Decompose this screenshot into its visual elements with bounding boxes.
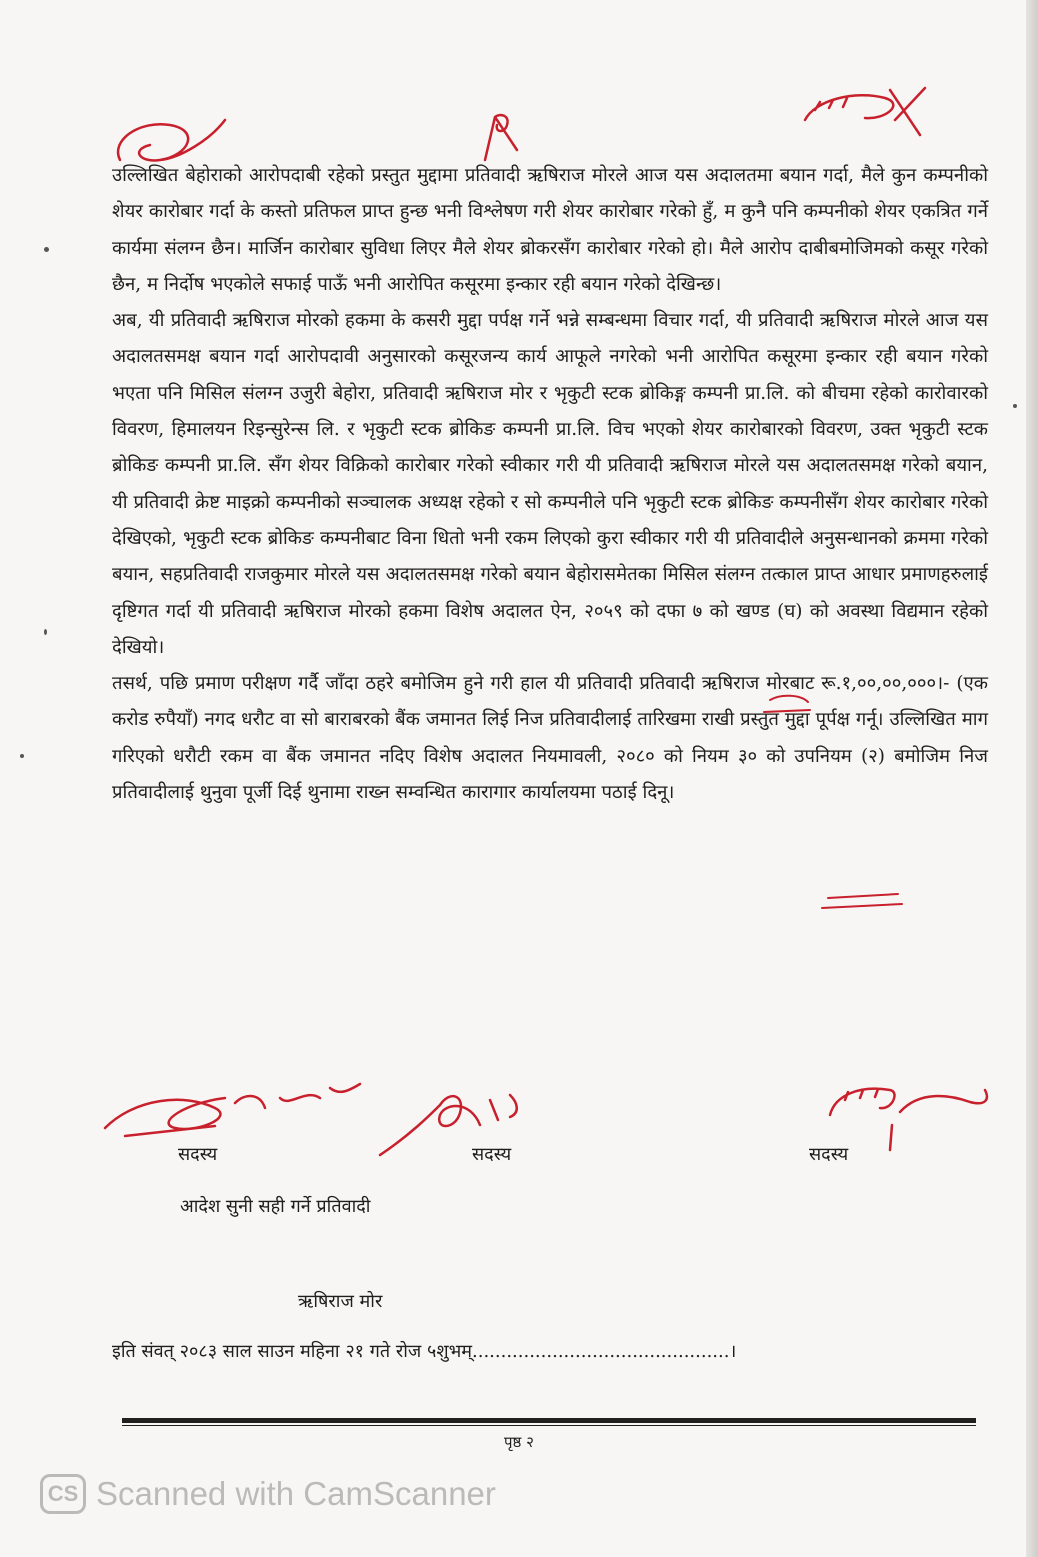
signature-center [370,1085,560,1165]
defendant-name: ऋषिराज मोर [298,1291,383,1312]
scan-speck [1013,404,1017,408]
scan-speck [44,247,49,252]
scan-speck [20,754,24,758]
page-number: पृष्ठ २ [504,1433,534,1451]
top-right-initial-mark [795,80,935,150]
paragraph-court-analysis: अब, यी प्रतिवादी ऋषिराज मोरको हकमा के कसरी मुद्दा पर्पक्ष गर्ने भन्ने सम्बन्धमा विचार गर्दा, यी प्रतिवादी ऋषिराज मोरले आज यस अदालतसमक्ष बयान गर्दा आरोपदावी अनुसारको कसूरजन्य कार्य आफूले नगरेको भनी आरोपित कसूरमा इन्कार रही बयान गरेको भएता पनि मिसिल संलग्न उजुरी बेहोरा, प्रतिवादी ऋषिराज मोर र भृकुटी स्टक ब्रोकिङ्ग कम्पनी प्रा.लि. को बीचमा रहेको कारोवारको विवरण, हिमालयन रिइन्सुरेन्स लि. र भृकुटी स्टक ब्रोकिङ कम्पनी प्रा.लि. विच भएको शेयर कारोबारको विवरण, उक्त भृकुटी स्टक ब्रोकिङ कम्पनी प्रा.लि. सँग शेयर विक्रिको कारोबार गरेको स्वीकार गरी यी प्रतिवादी ऋषिराज मोरले यस अदालतसमक्ष गरेको बयान, यी प्रतिवादी क्रेष्ट माइक्रो कम्पनीको सञ्चालक अध्यक्ष रहेको र सो कम्पनीले पनि भृकुटी स्टक ब्रोकिङ कम्पनीसँग शेयर कारोबार गरेको देखिएको, भृकुटी स्टक ब्रोकिङ कम्पनीबाट विना धितो भनी रकम लिएको कुरा स्वीकार गरी यी प्रतिवादीले अनुसन्धानको क्रममा गरेको बयान, सहप्रतिवादी राजकुमार मोरले यस अदालतसमक्ष गरेको बयान बेहोरासमेतका मिसिल संलग्न तत्काल प्राप्त आधार प्रमाणहरुलाई दृष्टिगत गर्दा यी प्रतिवादी ऋषिराज मोरको हकमा विशेष अदालत ऐन, २०५९ को दफा ७ को खण्ड (घ) को अवस्था विद्यमान रहेको देखियो। [112,310,988,658]
camscanner-text: Scanned with CamScanner [96,1475,496,1512]
correction-mark [818,886,908,920]
footer-rule-thick [122,1418,976,1423]
signature-right [820,1070,1010,1160]
date-line: इति संवत् २०८३ साल साउन महिना २१ गते रोज ५शुभम्.............................................। [112,1341,737,1362]
acknowledgement-label: आदेश सुनी सही गर्ने प्रतिवादी [180,1196,371,1217]
footer-rule-thin [122,1425,976,1426]
paragraph-defendant-statement: उल्लिखित बेहोराको आरोपदाबी रहेको प्रस्तुत मुद्दामा प्रतिवादी ऋषिराज मोरले आज यस अदालतमा बयान गर्दा, मैले कुन कम्पनीको शेयर कारोबार गर्दा के कस्तो प्रतिफल प्राप्त हुन्छ भनी विश्लेषण गरी शेयर कारोबार गरेको हुँ, म कुनै पनि कम्पनीको शेयर एकत्रित गर्ने कार्यमा संलग्न छैन। मार्जिन कारोबार सुविधा लिएर मैले शेयर ब्रोकरसँग कारोबार गरेको हो। मैले आरोप दाबीबमोजिमको कसूर गरेको छैन, म निर्दोष भएकोले सफाई पाऊँ भनी आरोपित कसूरमा इन्कार रही बयान गरेको देखिन्छ। [112,165,988,295]
paragraph-order: तसर्थ, पछि प्रमाण परीक्षण गर्दै जाँदा ठहरे बमोजिम हुने गरी हाल यी प्रतिवादी प्रतिवादी ऋषिराज मोरबाट रू.१,००,००,०००।- (एक करोड रुपैयाँ) नगद धरौट वा सो बाराबरको बैंक जमानत लिई निज प्रतिवादीलाई तारिखमा राखी प्रस्तुत मुद्दा पूर्पक्ष गर्नू। उल्लिखित माग गरिएको धरौटी रकम वा बैंक जमानत नदिए विशेष अदालत नियमावली, २०८० को नियम ३० को उपनियम (२) बमोजिम निज प्रतिवादीलाई थुनुवा पूर्जी दिई थुनामा राख्न सम्वन्धित कारागार कार्यालयमा पठाई दिनू। [112,673,988,804]
camscanner-logo-icon: CS [40,1474,86,1514]
scan-speck [44,629,47,635]
order-body [112,158,988,811]
camscanner-watermark [40,1474,496,1514]
signature-label-left: सदस्य [178,1144,218,1165]
signature-label-right: सदस्य [809,1144,849,1165]
signature-left [95,1078,385,1148]
signature-label-center: सदस्य [472,1144,512,1165]
page-edge-shadow [1026,0,1038,1557]
